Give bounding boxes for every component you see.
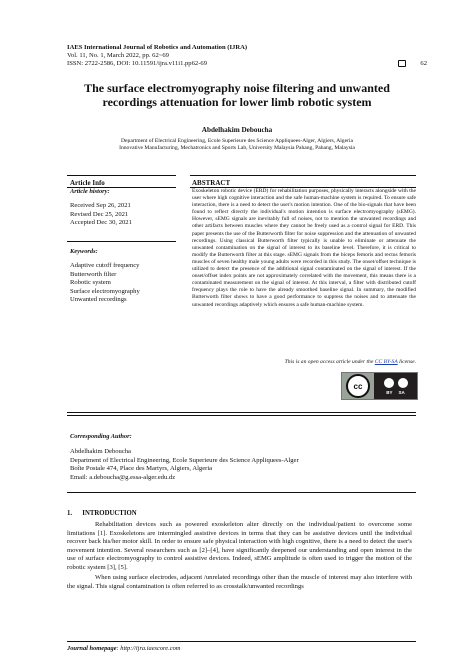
divider [67, 415, 416, 416]
article-history [70, 188, 170, 228]
keywords-label: Keywords: [70, 248, 98, 255]
share-alike-icon [398, 378, 408, 388]
corresponding-name: Abdelhakim Deboucha [70, 448, 131, 455]
introduction-section [67, 510, 412, 593]
divider [67, 241, 176, 242]
introduction-paragraph: Rehabilitation devices such as powered exoskeleton alter directly on the individual/patient to overcome some limitations [1]. Exoskeletons are intermingled assistive devices in terms that they can be assistive devices until the individual recover back his/her motor skill. In order to ensure safe physical interaction with high cognitive, there is a need to detect the user's movement intention. Several researchers such as [2]–[4], have significantly deepened our understanding and open interest in the use of surface electromyography to control assistive devices. Indeed, sEMG amplitude is often used to trigger the motion of the robotic system [3], [5]. [67, 521, 412, 571]
keyword: Surface electromyography [70, 287, 140, 295]
affiliation-1: Department of Electrical Engineering, Ecole Superieure des Science Appliquees-Alger, Algiers, Algeria [121, 138, 353, 144]
keyword: Unwanted recordings [70, 296, 127, 304]
journal-volume: Vol. 11, No. 1, March 2022, pp. 62~69 [67, 52, 169, 60]
corresponding-heading: Corresponding Author: [70, 433, 132, 440]
abstract-heading: ABSTRACT [192, 179, 231, 187]
article-info-heading: Article Info [70, 179, 105, 187]
cc-logo-icon: cc [346, 374, 370, 398]
sa-label: SA [398, 389, 405, 395]
footer-url[interactable]: : http://ijra.iaescore.com [116, 645, 181, 652]
by-label: BY [386, 389, 393, 395]
affiliations [67, 138, 407, 152]
affiliation-2: Innovative Manufacturing, Mechatronics and Sports Lab, University Malaysia Pahang, Pahang, Malaysia [119, 145, 355, 151]
cc-logo-area [342, 373, 374, 399]
keywords-block [70, 248, 180, 305]
cc-by-sa-badge[interactable] [341, 372, 418, 400]
open-access-note [192, 359, 416, 365]
license-link[interactable]: CC BY-SA [374, 359, 398, 365]
introduction-heading: 1. INTRODUCTION [67, 510, 137, 517]
keyword: Adaptive cutoff frequency [70, 262, 140, 269]
cc-license-icons [374, 373, 417, 399]
received-date: Received Sep 26, 2021 [70, 202, 131, 209]
keyword: Butterworth filter [70, 270, 117, 278]
paper-title: The surface electromyography noise filtering and unwanted recordings attenuation for lower limb robotic system [84, 81, 390, 109]
keyword: Robotic system [70, 279, 111, 287]
square-icon [398, 60, 406, 67]
corresponding-email[interactable]: Email: a.deboucha@g.essa-alger.edu.dz [70, 473, 176, 481]
divider [190, 175, 416, 176]
page-number: 62 [420, 60, 427, 67]
corresponding-author [70, 433, 410, 482]
accepted-date: Accepted Dec 30, 2021 [70, 219, 132, 227]
footer-label: Journal homepage [67, 645, 117, 652]
corresponding-address: Boîte Postale 474, Place des Martyrs, Algiers, Algeria [70, 465, 213, 473]
person-icon [384, 378, 394, 388]
revised-date: Revised Dec 25, 2021 [70, 210, 129, 218]
author-name: Abdelhakim Deboucha [201, 126, 273, 134]
history-label: Article history: [70, 188, 110, 195]
journal-issn: ISSN: 2722-2586, DOI: 10.11591/ijra.v11i1.pp62-69 [67, 60, 207, 68]
open-access-suffix: license. [397, 359, 416, 365]
abstract-text: Exoskeleton robotic device (ERD) for rehabilitation purposes, physically interacts alongside with the user where high cognitive interaction and the safe human-machine system is required. To ensure safe interaction, there is a need to detect the user's motion intention. One of the bio-signals that have been found to reflect directly the individual's motion intention is surface electromyography (sEMG). However, sEMG signals are inevitably full of noises, not to mention the unwanted recordings and other artifacts between muscles where they cannot be freely used as a control signal for ERD. This paper presents the use of the Butterworth filter for noise suppression and the attenuation of unwanted recordings. Using classical Butterworth filter typically is unable to eliminate or attenuate the unwanted contamination on the signal of interest to its baseline level. Therefore, it is critical to modify the Butterworth filter at this stage. sEMG signals from the biceps femoris and rectus femoris muscles of seven healthy male young adults were recorded in this study. The onset/offset technique is utilized to detect the presence of the additional signal contaminated on the signal of interest. If the onset/offset index points are not approximately correlated with the movement, this means there is a contaminated measurement on the signal of interest. At this interval, a filter with distributed cutoff frequency plays the role to have the already smoothed baseline signal. In summary, the modified Butterworth filter shows to have a good performance to suppress the noises and to attenuate the unwanted recordings adaptively which ensures a safe human-machine system. [192, 188, 416, 308]
divider [67, 641, 416, 642]
corresponding-dept: Department of Electrical Engineering, Ecole Superieure des Science Appliquees-Alger [70, 456, 299, 464]
journal-header [67, 44, 417, 69]
footer [67, 645, 180, 652]
divider [67, 175, 176, 176]
introduction-paragraph: When using surface electrodes, adjacent /unrelated recordings other than the muscle of interest may also interfere with the signal. This signal contamination is often referred to as crosstalk/unwanted recordings [67, 574, 412, 590]
journal-name: IAES International Journal of Robotics and Automation (IJRA) [67, 44, 248, 51]
divider [67, 492, 416, 493]
page-number-block [398, 60, 427, 67]
divider [67, 412, 416, 413]
open-access-prefix: This is an open access article under the [284, 359, 375, 365]
